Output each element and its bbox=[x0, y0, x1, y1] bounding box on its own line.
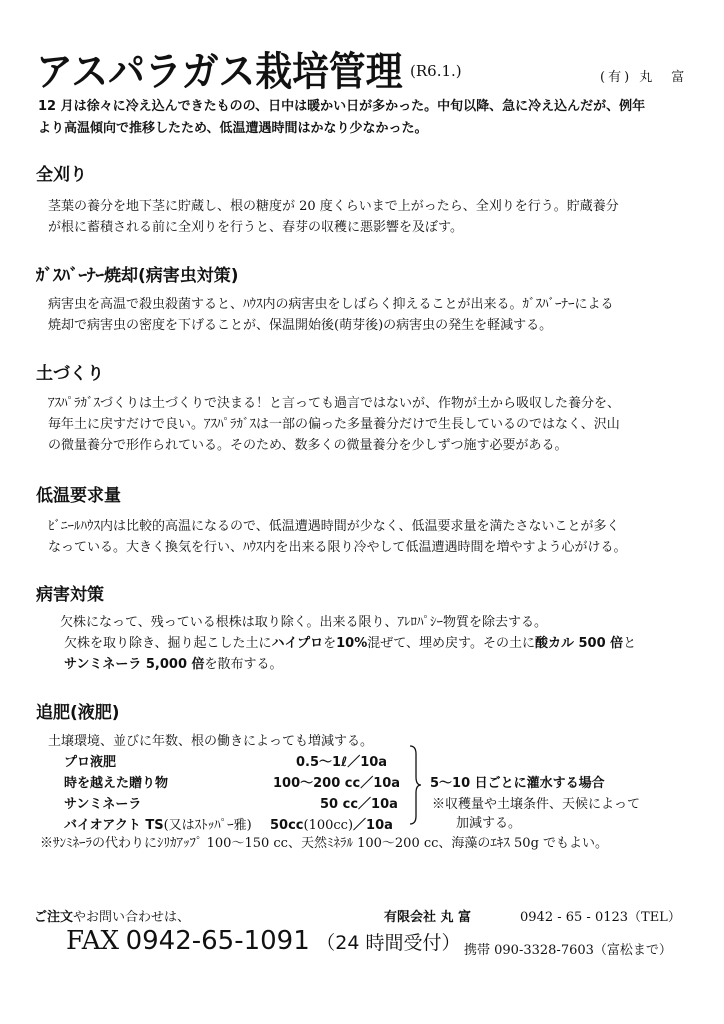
text: 混ぜて、埋め戻す。その土に bbox=[367, 636, 535, 651]
text: を bbox=[323, 636, 337, 651]
inquiry-bold: ご注文 bbox=[34, 910, 74, 925]
fax-note: （24 時間受付） bbox=[316, 932, 461, 954]
remark-line: ※収穫量や土壌条件、天候によって bbox=[432, 797, 641, 812]
section-text: なっている。大きく換気を行い、ﾊｳｽ内を出来る限り冷やして低温遭遇時間を増やすよう心がける。 bbox=[48, 540, 627, 555]
product-sanminera: サンミネーラ 5,000 倍 bbox=[64, 657, 205, 672]
fertilizer-amount-tail: ／10a bbox=[353, 818, 393, 833]
fax-number: 0942-65-1091 bbox=[125, 926, 310, 956]
product-sankaru: 酸カル 500 倍 bbox=[534, 636, 624, 651]
section-heading-zengari: 全刈り bbox=[36, 165, 87, 185]
section-text: の微量養分で形作られている。そのため、数多くの微量養分を少しずつ施す必要がある。 bbox=[48, 438, 568, 453]
text: 欠株を取り除き、掘り起こした土に bbox=[64, 636, 272, 651]
section-heading-gasburner: ｶﾞｽﾊﾞｰﾅｰ焼却(病害虫対策) bbox=[36, 266, 239, 286]
section-heading-teion: 低温要求量 bbox=[36, 486, 121, 506]
section-text: 毎年土に戻すだけで良い。ｱｽﾊﾟﾗｶﾞｽは一部の偏った多量養分だけで生長しているのではなく、沢山 bbox=[48, 417, 620, 432]
fertilizer-name: 時を越えた贈り物 bbox=[64, 776, 169, 791]
section-text: 土壌環境、並びに年数、根の働きによっても増減する。 bbox=[48, 734, 374, 749]
section-heading-tsuchizukuri: 土づくり bbox=[36, 364, 104, 384]
remark-line: 加減する。 bbox=[456, 816, 522, 831]
fax-line bbox=[66, 926, 460, 956]
section-text: 病害虫を高温で殺虫殺菌すると、ﾊｳｽ内の病害虫をしばらく抑えることが出来る。ｶﾞｽﾊﾞｰﾅｰによる bbox=[48, 297, 614, 312]
page-title: アスパラガス栽培管理 bbox=[36, 49, 403, 95]
mix-ratio: 10% bbox=[336, 636, 368, 651]
text: を散布する。 bbox=[204, 657, 283, 672]
phone-number: 0942 - 65 - 0123（TEL） bbox=[520, 910, 681, 925]
fertilizer-name: プロ液肥 bbox=[64, 755, 117, 770]
section-text: ｱｽﾊﾟﾗｶﾞｽづくりは土づくりで決まる！と言っても過言ではないが、作物が土から吸収した養分を、 bbox=[48, 396, 621, 411]
watering-schedule: 5～10 日ごとに灌水する場合 bbox=[430, 776, 605, 791]
right-brace bbox=[408, 744, 422, 826]
section-text: 欠株になって、残っている根株は取り除く。出来る限り、ｱﾚﾛﾊﾟｼｰ物質を除去する。 bbox=[60, 615, 547, 630]
section-text: 茎葉の養分を地下茎に貯蔵し、根の糖度が 20 度くらいまで上がったら、全刈りを行う。貯蔵養分 bbox=[48, 199, 619, 214]
footer-company: 有限会社 丸 富 bbox=[384, 910, 472, 925]
fertilizer-name-row bbox=[64, 814, 252, 833]
intro-line-2: より高温傾向で推移したため、低温遭遇時間はかなり少なかった。 bbox=[38, 121, 428, 136]
fertilizer-amount: 50cc bbox=[270, 818, 304, 833]
product-hypro: ハイプロ bbox=[271, 636, 324, 651]
mobile-number: 携帯 090-3328-7603（富松まで） bbox=[464, 943, 672, 958]
footnote: ※ｻﾝﾐﾈｰﾗの代わりにｼﾘｶｱｯﾌﾟ 100～150 cc、天然ﾐﾈﾗﾙ 100～200 cc、海藻のｴｷｽ 50g でもよい。 bbox=[40, 836, 609, 851]
fertilizer-amount-row bbox=[270, 814, 393, 833]
fertilizer-amount: 50 cc／10a bbox=[320, 797, 398, 812]
fertilizer-name: サンミネーラ bbox=[64, 797, 142, 812]
fertilizer-name: バイオアクト TS bbox=[64, 818, 164, 833]
fertilizer-amount-note: (100cc) bbox=[303, 818, 354, 833]
company-name-top: (有) 丸 富 bbox=[600, 70, 688, 85]
section-text-mixed bbox=[64, 632, 636, 651]
text: と bbox=[623, 636, 637, 651]
issue-date: (R6.1.) bbox=[410, 62, 462, 80]
intro-line-1: 12 月は徐々に冷え込んできたものの、日中は暖かい日が多かった。中旬以降、急に冷え込んだが、例年 bbox=[38, 99, 646, 114]
section-text: 焼却で病害虫の密度を下げることが、保温開始後(萌芽後)の病害虫の発生を軽減する。 bbox=[48, 318, 553, 333]
section-heading-byougai: 病害対策 bbox=[36, 585, 104, 605]
inquiry-text bbox=[34, 906, 190, 925]
fertilizer-note: (又はｽﾄｯﾊﾟｰ雅) bbox=[163, 818, 252, 833]
fax-label: FAX bbox=[66, 926, 120, 956]
section-text-mixed bbox=[64, 653, 283, 672]
section-heading-tsuihi: 追肥(液肥) bbox=[36, 703, 120, 723]
inquiry-rest: やお問い合わせは、 bbox=[73, 910, 191, 925]
fertilizer-amount: 100～200 cc／10a bbox=[273, 776, 401, 791]
fertilizer-amount: 0.5～1ℓ／10a bbox=[296, 755, 388, 770]
section-text: ﾋﾞﾆｰﾙﾊｳｽ内は比較的高温になるので、低温遭遇時間が少なく、低温要求量を満たさないことが多く bbox=[48, 519, 620, 534]
section-text: が根に蓄積される前に全刈りを行うと、春芽の収穫に悪影響を及ぼす。 bbox=[48, 220, 463, 235]
